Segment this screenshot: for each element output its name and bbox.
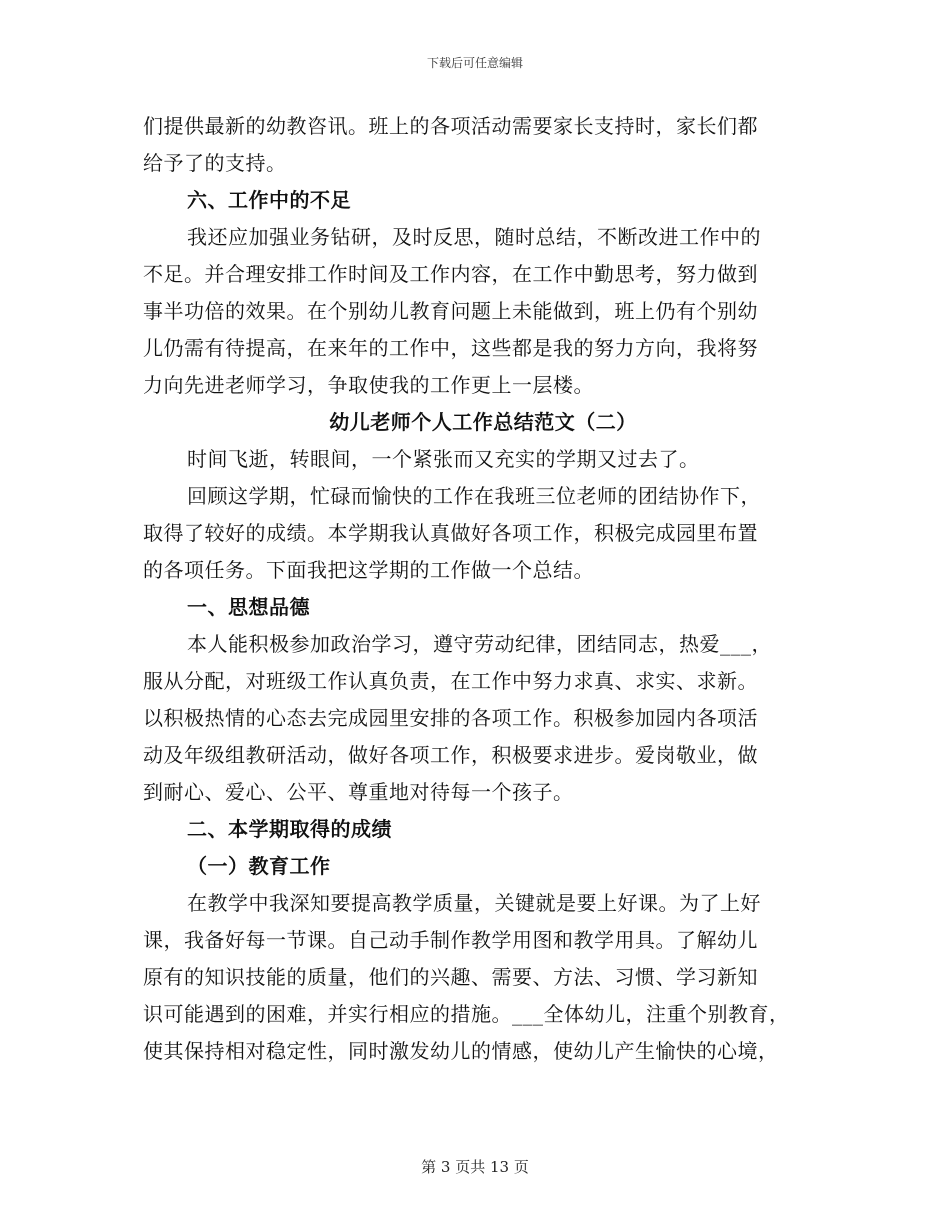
body-line: 课，我备好每一节课。自己动手制作教学用图和教学用具。了解幼儿: [143, 928, 758, 952]
subsection-heading: （一）教育工作: [187, 854, 331, 878]
body-line: 不足。并合理安排工作时间及工作内容，在工作中勤思考，努力做到: [143, 262, 758, 286]
section-heading: 一、思想品德: [187, 595, 310, 619]
body-line: 使其保持相对稳定性，同时激发幼儿的情感，使幼儿产生愉快的心境，: [143, 1039, 779, 1063]
body-line: 回顾这学期，忙碌而愉快的工作在我班三位老师的团结协作下，: [187, 484, 761, 508]
body-line: 们提供最新的幼教咨讯。班上的各项活动需要家长支持时，家长们都: [143, 114, 758, 138]
section-heading: 二、本学期取得的成绩: [187, 817, 392, 841]
body-line: 给予了的支持。: [143, 151, 287, 175]
body-line: 事半功倍的效果。在个别幼儿教育问题上未能做到，班上仍有个别幼: [143, 299, 758, 323]
body-line: 服从分配，对班级工作认真负责，在工作中努力求真、求实、求新。: [143, 669, 758, 693]
body-line: 到耐心、爱心、公平、尊重地对待每一个孩子。: [143, 780, 574, 804]
body-line: 儿仍需有待提高，在来年的工作中，这些都是我的努力方向，我将努: [143, 336, 758, 360]
body-line: 识可能遇到的困难，并实行相应的措施。___全体幼儿，注重个别教育，: [143, 1002, 790, 1026]
body-line: 以积极热情的心态去完成园里安排的各项工作。积极参加园内各项活: [143, 706, 758, 730]
body-line: 的各项任务。下面我把这学期的工作做一个总结。: [143, 558, 594, 582]
body-line: 取得了较好的成绩。本学期我认真做好各项工作，积极完成园里布置: [143, 521, 758, 545]
body-line: 原有的知识技能的质量，他们的兴趣、需要、方法、习惯、学习新知: [143, 965, 758, 989]
body-line: 我还应加强业务钻研，及时反思，随时总结，不断改进工作中的: [187, 225, 761, 249]
document-title: 幼儿老师个人工作总结范文（二）: [329, 410, 637, 434]
document-body: [143, 108, 823, 1070]
page-header: 下载后可任意编辑: [426, 56, 523, 70]
body-line: 本人能积极参加政治学习，遵守劳动纪律，团结同志，热爱___，: [187, 632, 772, 656]
page-number: 第 3 页共 13 页: [421, 1158, 529, 1176]
body-line: 时间飞逝，转眼间，一个紧张而又充实的学期又过去了。: [187, 447, 700, 471]
section-heading: 六、工作中的不足: [187, 188, 351, 212]
body-line: 动及年级组教研活动，做好各项工作，积极要求进步。爱岗敬业，做: [143, 743, 758, 767]
body-line: 在教学中我深知要提高教学质量，关键就是要上好课。为了上好: [187, 891, 761, 915]
body-line: 力向先进老师学习，争取使我的工作更上一层楼。: [143, 373, 594, 397]
